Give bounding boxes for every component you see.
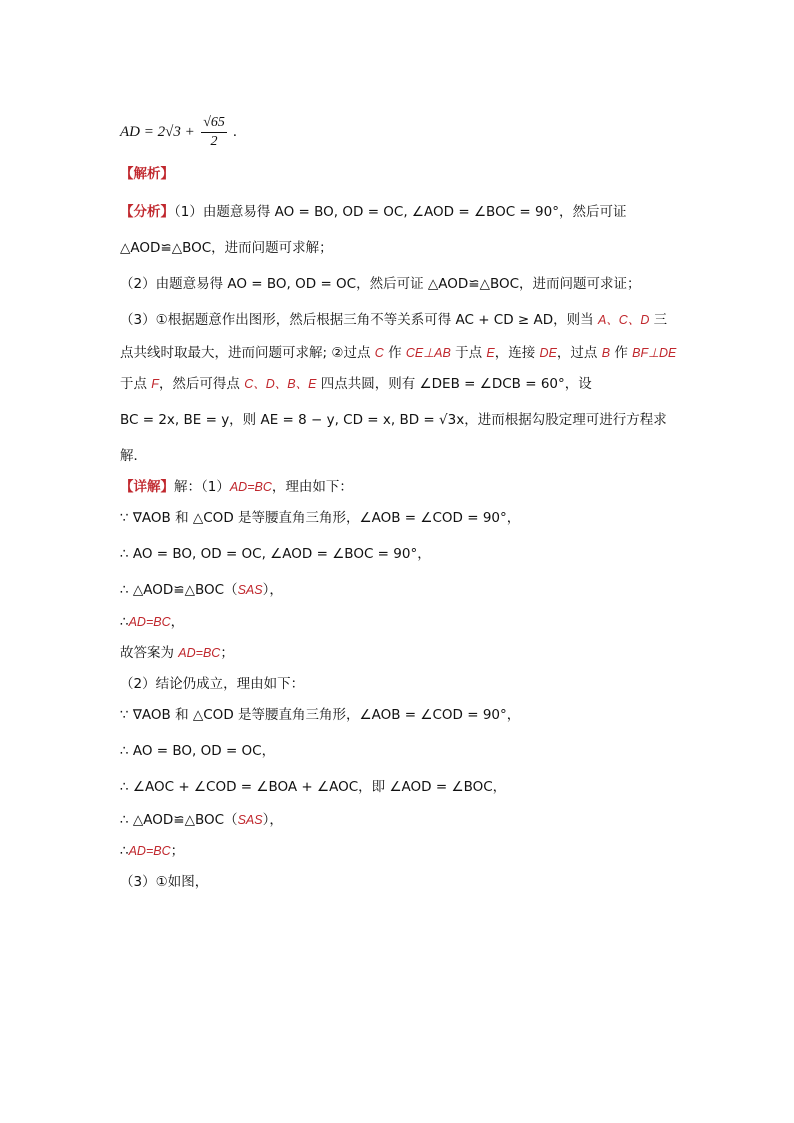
analysis-line-1 xyxy=(120,202,680,222)
detail-line-1 xyxy=(120,477,680,497)
analysis-text-4c: 三 xyxy=(653,312,668,328)
analysis-text-5g: ，连接 xyxy=(494,345,536,361)
detail-text-5c: ， xyxy=(170,614,185,630)
detail-text-11c: ）， xyxy=(262,812,283,828)
analysis-text-5k: 作 xyxy=(614,345,628,361)
analysis-point-c: C xyxy=(374,346,384,360)
formula-fraction xyxy=(201,114,227,151)
formula-prefix: AD = 2√3 + xyxy=(120,124,195,140)
analysis-points-cdbe: C、D、B、E xyxy=(244,377,317,391)
analysis-text-5a: 点共线时取最大，进而问题可求解; ②过点 xyxy=(120,345,371,361)
detail-sas-1: SAS xyxy=(237,583,263,597)
detail-ad-bc-3: AD=BC xyxy=(178,646,221,660)
detail-therefore-2: ∴ xyxy=(120,843,129,859)
analysis-point-b: B xyxy=(601,346,611,360)
section-heading-analysis: 【解析】 xyxy=(120,166,174,182)
detail-sas-2: SAS xyxy=(237,813,263,827)
analysis-text-6c: ，然后可得点 xyxy=(158,376,240,392)
detail-text-1c: ，理由如下： xyxy=(271,479,353,495)
detail-line-4 xyxy=(120,580,680,600)
answer-formula xyxy=(120,112,680,152)
analysis-line-2: △AOD≌△BOC，进而问题可求解； xyxy=(120,240,333,256)
detail-line-8: ∵ ∇AOB 和 △COD 是等腰直角三角形，∠AOB = ∠COD = 90°， xyxy=(120,707,521,723)
detail-ad-bc-1: AD=BC xyxy=(229,480,272,494)
analysis-segment-de: DE xyxy=(539,346,557,360)
detail-answer-text: 故答案为 xyxy=(120,645,174,661)
detail-line-6 xyxy=(120,643,680,663)
detail-line-7: （2）结论仍成立，理由如下： xyxy=(120,676,305,692)
fraction-numerator: √65 xyxy=(201,114,227,133)
analysis-line-5 xyxy=(120,343,680,363)
detail-line-11 xyxy=(120,810,680,830)
analysis-text-5c: 作 xyxy=(388,345,402,361)
analysis-point-e: E xyxy=(486,346,495,360)
analysis-text-4a: （3）①根据题意作出图形，然后根据三角不等关系可得 AC + CD ≥ AD，则当 xyxy=(120,312,594,328)
detail-therefore-1: ∴ xyxy=(120,614,129,630)
analysis-text-5e: 于点 xyxy=(455,345,483,361)
detail-text-4a: ∴ △AOD≌△BOC（ xyxy=(120,582,238,598)
analysis-text-6a: 于点 xyxy=(120,376,147,392)
analysis-text-6e: 四点共圆，则有 ∠DEB = ∠DCB = 60°，设 xyxy=(320,376,592,392)
analysis-perp-bf-de: BF⊥DE xyxy=(632,346,677,360)
analysis-text-5i: ，过点 xyxy=(556,345,598,361)
analysis-perp-ce-ab: CE⊥AB xyxy=(405,346,451,360)
detail-text-6c: ； xyxy=(220,645,234,661)
detail-text-1a: 解：（1） xyxy=(174,479,230,495)
detail-ad-bc-2: AD=BC xyxy=(128,615,171,629)
detail-ad-bc-4: AD=BC xyxy=(128,844,171,858)
detail-line-2: ∵ ∇AOB 和 △COD 是等腰直角三角形，∠AOB = ∠COD = 90°， xyxy=(120,510,521,526)
detail-line-13: （3）①如图， xyxy=(120,874,209,890)
detail-line-5 xyxy=(120,612,680,632)
detail-line-12 xyxy=(120,841,680,861)
analysis-line-4 xyxy=(120,310,680,330)
analysis-line-6 xyxy=(120,374,680,394)
analysis-line-3: （2）由题意易得 AO = BO, OD = OC，然后可证 △AOD≌△BOC，进而问题可求证； xyxy=(120,276,641,292)
detail-label: 【详解】 xyxy=(120,479,174,495)
analysis-text-1: （1）由题意易得 AO = BO, OD = OC, ∠AOD = ∠BOC = 90°，然后可证 xyxy=(174,204,627,220)
analysis-line-7: BC = 2x, BE = y，则 AE = 8 − y, CD = x, BD = √3x，进而根据勾股定理可进行方程求 xyxy=(120,412,667,428)
analysis-points-acd: A、C、D xyxy=(597,313,650,327)
detail-text-4c: ）， xyxy=(262,582,283,598)
detail-line-3: ∴ AO = BO, OD = OC, ∠AOD = ∠BOC = 90°， xyxy=(120,546,431,562)
detail-text-12c: ； xyxy=(170,843,185,859)
formula-suffix: . xyxy=(233,124,238,140)
analysis-point-f: F xyxy=(151,377,159,391)
analysis-label: 【分析】 xyxy=(120,204,174,220)
detail-text-11a: ∴ △AOD≌△BOC（ xyxy=(120,812,238,828)
analysis-line-8: 解． xyxy=(120,448,147,464)
detail-line-9: ∴ AO = BO, OD = OC， xyxy=(120,743,276,759)
detail-line-10: ∴ ∠AOC + ∠COD = ∠BOA + ∠AOC，即 ∠AOD = ∠BOC， xyxy=(120,779,507,795)
fraction-denominator: 2 xyxy=(210,133,218,149)
